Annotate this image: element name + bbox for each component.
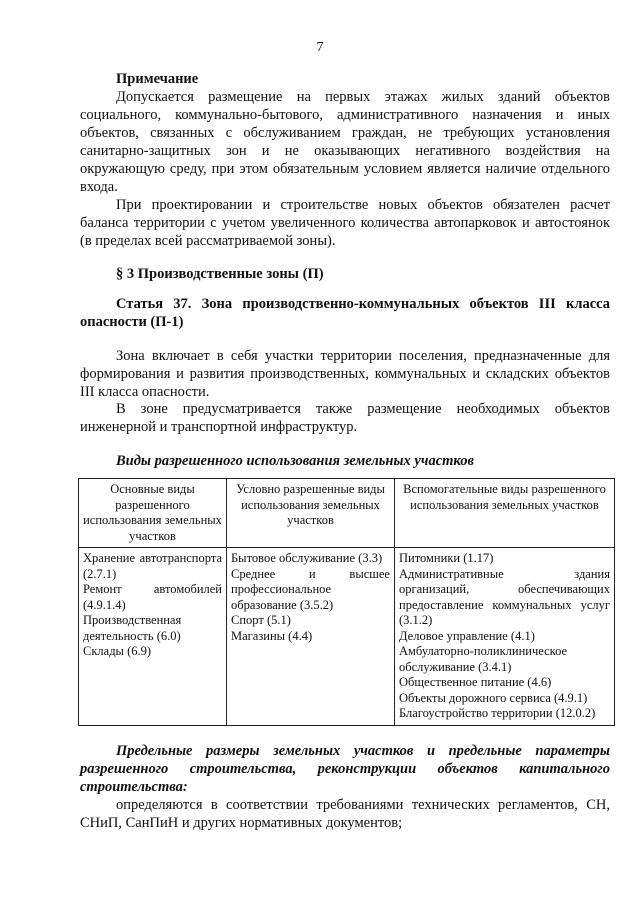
uses-heading: Виды разрешенного использования земельных участков — [116, 453, 474, 469]
list-item: Магазины (4.4) — [231, 628, 313, 643]
list-item: Благоустройство территории (12.0.2) — [399, 706, 596, 720]
list-item: Объекты дорожного сервиса (4.9.1) — [399, 690, 588, 705]
list-item: Деловое управление (4.1) — [399, 628, 535, 643]
list-item: Хранение автотранспорта (2.7.1) — [83, 551, 222, 581]
table-header-row — [79, 479, 615, 548]
header-main-uses: Основные виды разрешенного использования земельных участков — [79, 479, 227, 548]
note-paragraph-1: Допускается размещение на первых этажах жилых зданий объектов социального, коммунально-бытового, административного назначения и иных объектов, связанных с обслуживанием граждан, не требующих установления санитарно-защитных зон и не оказывающих негативного воздействия на окружающую среду, при этом обязательным условием является наличие отдельного входа. — [80, 89, 610, 195]
list-item: Спорт (5.1) — [231, 613, 291, 627]
list-item: Общественное питание (4.6) — [399, 675, 552, 689]
table-row — [79, 548, 615, 726]
zone-paragraph-2: В зоне предусматривается также размещение необходимых объектов инженерной и транспортной инфраструктур. — [80, 401, 610, 435]
header-conditional-uses: Условно разрешенные виды использования земельных участков — [227, 479, 395, 548]
note-paragraph-2: При проектировании и строительстве новых объектов обязателен расчет баланса территории с учетом увеличенного количества автопарковок и автостоянок (в пределах всей рассматриваемой зоны). — [80, 197, 610, 249]
list-item: Ремонт автомобилей (4.9.1.4) — [83, 582, 222, 612]
limits-text: определяются в соответствии требованиями технических регламентов, СН, СНиП, СанПиН и других нормативных документов; — [80, 797, 610, 831]
permitted-uses-table — [78, 478, 615, 726]
list-item: Питомники (1.17) — [399, 551, 494, 565]
list-item: Производственная деятельность (6.0) — [83, 613, 182, 643]
article-heading: Статья 37. Зона производственно-коммунальных объектов III класса опасности (П-1) — [80, 296, 610, 330]
list-item: Амбулаторно-поликлиническое обслуживание (3.4.1) — [399, 644, 568, 674]
header-auxiliary-uses: Вспомогательные виды разрешенного использования земельных участков — [395, 479, 615, 548]
list-item: Склады (6.9) — [83, 644, 152, 658]
main-uses-cell — [79, 548, 227, 726]
conditional-uses-cell — [227, 548, 395, 726]
zone-paragraph-1: Зона включает в себя участки территории поселения, предназначенные для формирования и развития производственных, коммунальных и складских объектов III класса опасности. — [80, 348, 610, 400]
list-item: Среднее и высшее профессиональное образование (3.5.2) — [231, 566, 390, 612]
note-heading: Примечание — [116, 71, 199, 87]
auxiliary-uses-cell — [395, 548, 615, 726]
list-item: Административные здания организаций, обеспечивающих предоставление коммунальных услуг (3.1.2) — [399, 566, 610, 627]
list-item: Бытовое обслуживание (3.3) — [231, 551, 383, 565]
limits-heading: Предельные размеры земельных участков и предельные параметры разрешенного строительства, реконструкции объектов капитального строительства: — [80, 743, 610, 795]
page-number: 7 — [316, 40, 324, 55]
section-heading: § 3 Производственные зоны (П) — [116, 266, 324, 282]
